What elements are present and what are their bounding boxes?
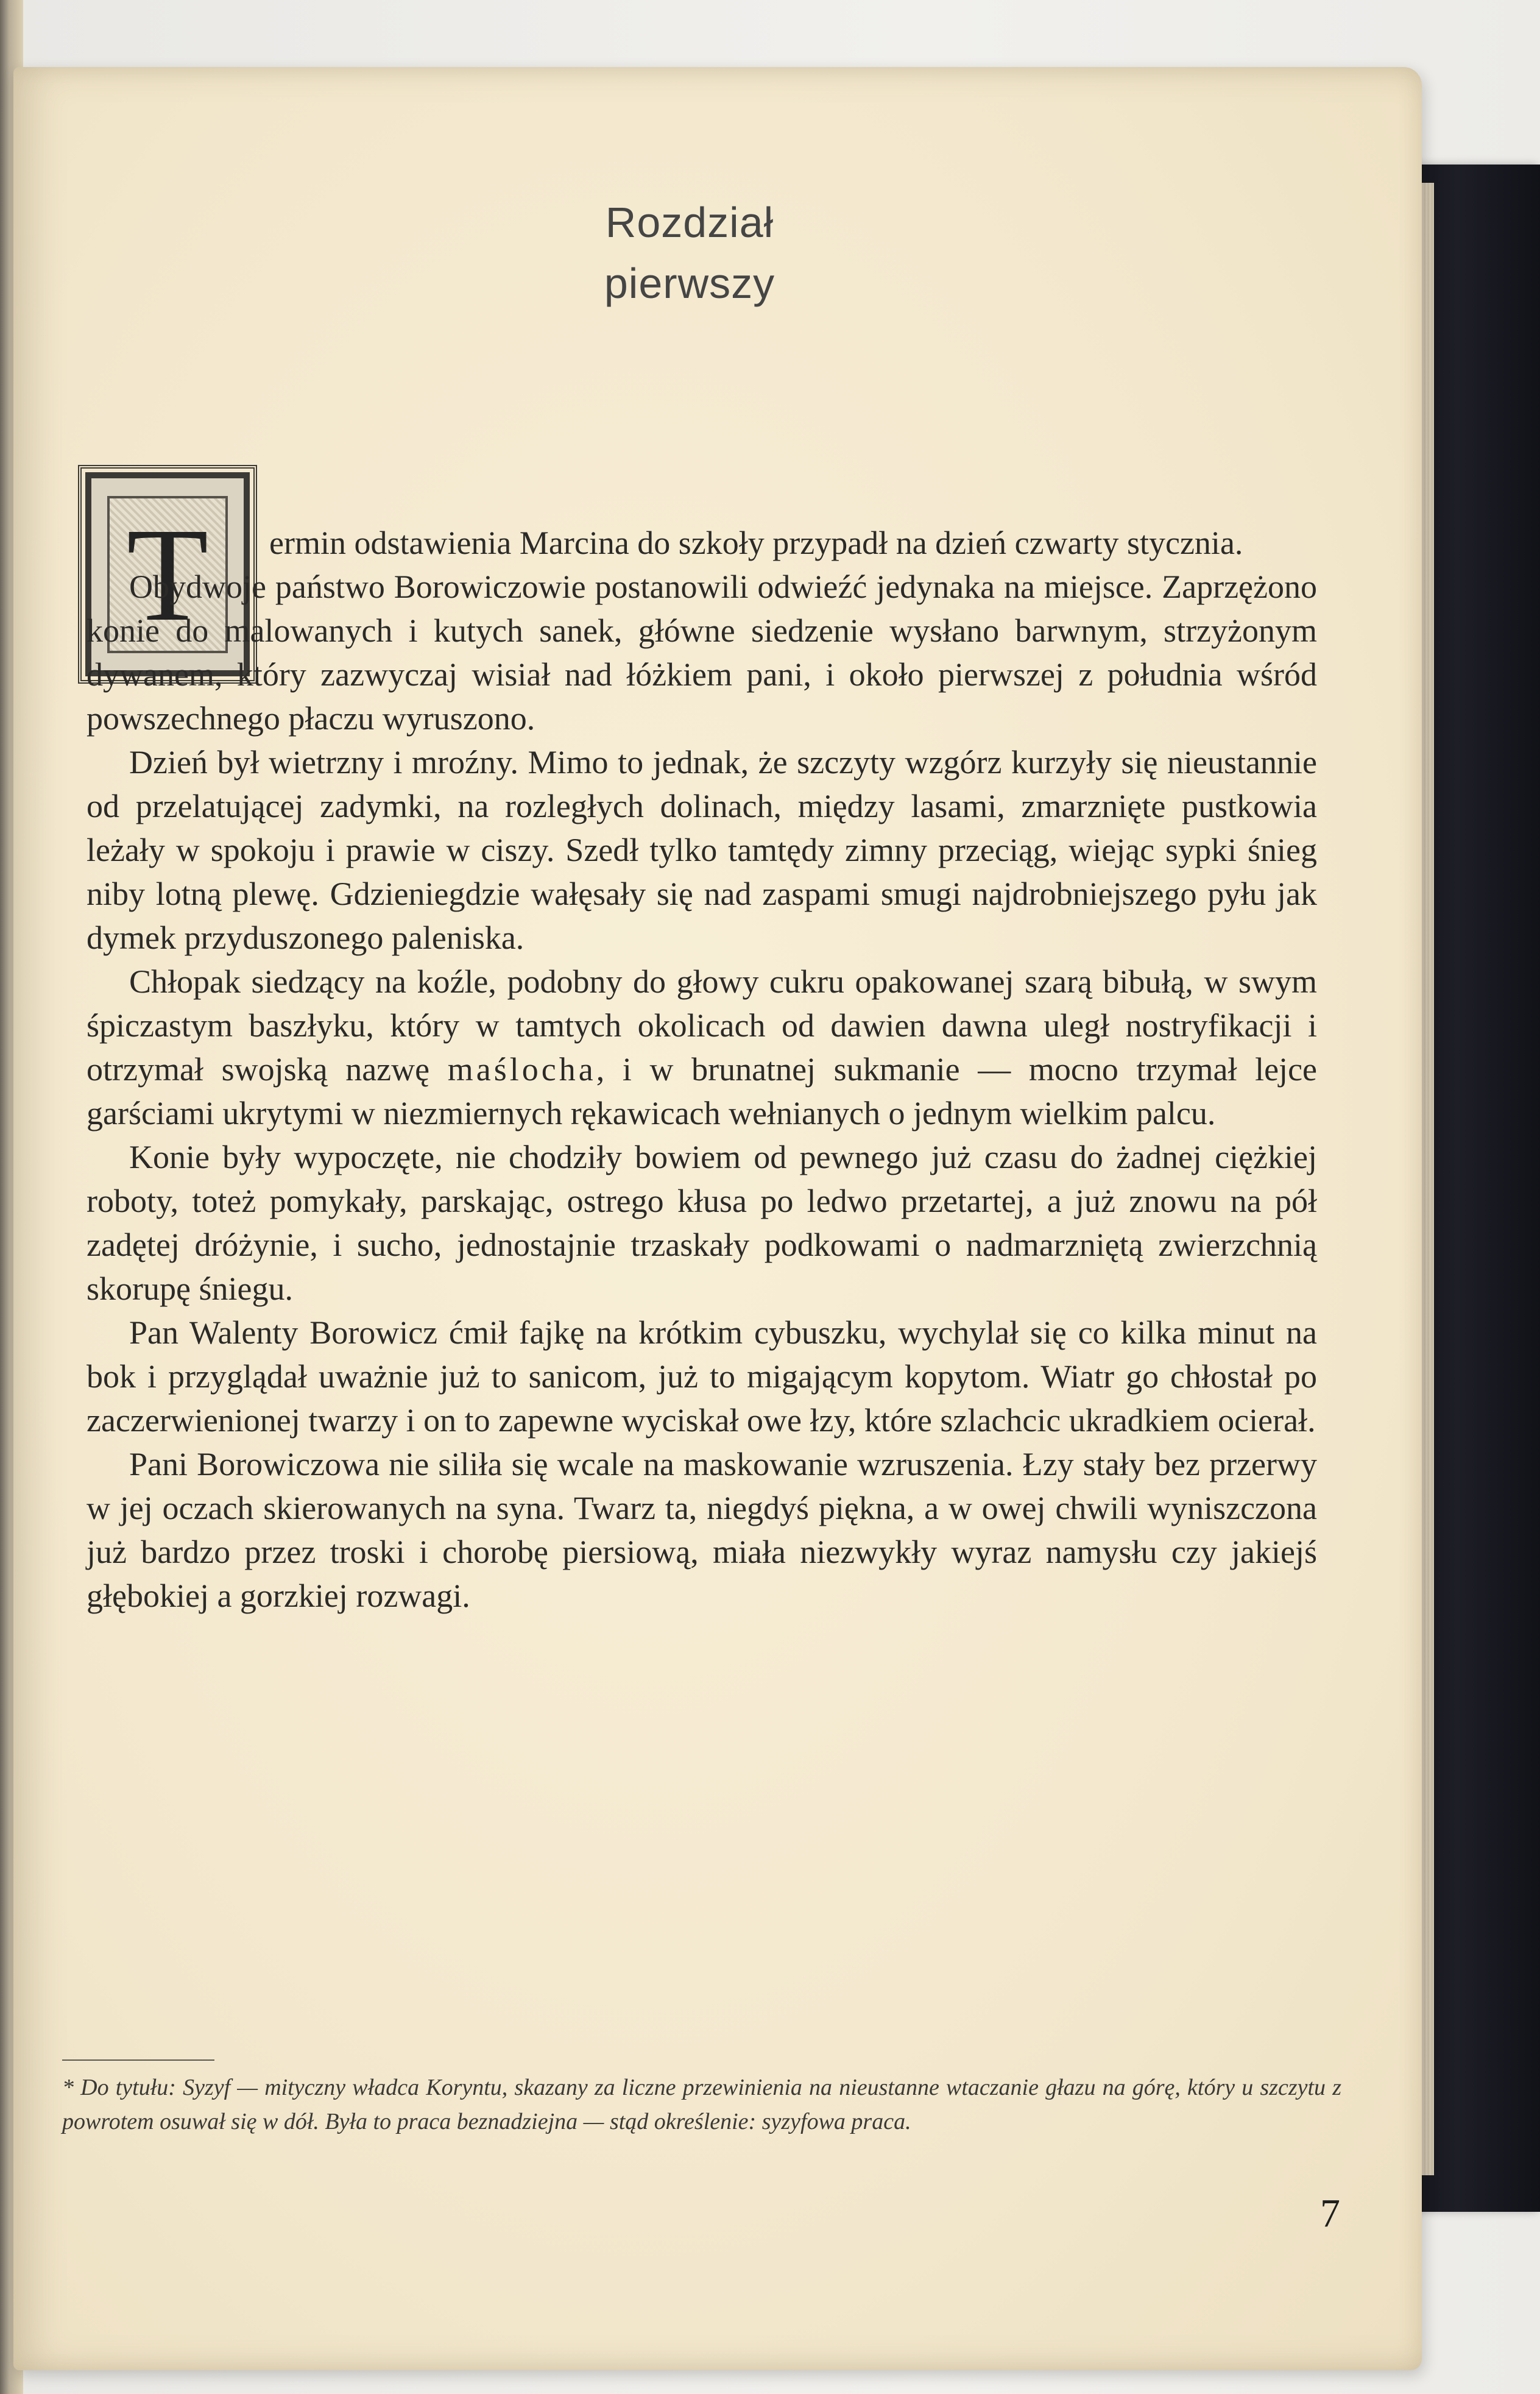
paragraph-4-emphasis: maślocha: [447, 1051, 596, 1088]
page-number: 7: [1320, 2191, 1340, 2236]
paragraph-4-before: Chłopak siedzący na koźle, podobny do głowy cukru opakowanej szarą bibułą, w swym śpiczastym baszłyku, który w tamtych okolicach od dawien dawna uległ nostryfikacji i otrzymał swojską nazwę: [87, 963, 1317, 1088]
footnote-divider: [62, 2059, 214, 2061]
drop-cap-letter: T: [107, 496, 228, 653]
chapter-title-line-2: pierwszy: [604, 260, 775, 307]
chapter-title-line-1: Rozdział: [605, 199, 774, 246]
book-page: [13, 67, 1422, 2370]
paragraph-4: [87, 960, 1317, 1135]
body-text: [87, 521, 1317, 1618]
chapter-title: [440, 192, 939, 314]
paragraph-6: Pan Walenty Borowicz ćmił fajkę na krótkim cybuszku, wychylał się co kilka minut na bok i przyglądał uważnie już to sanicom, już to migającym kopytom. Wiatr go chłostał po zaczerwienionej twarzy i on to zapewne wyciskał owe łzy, które szlachcic ukradkiem ocierał.: [87, 1314, 1317, 1439]
paragraph-2: Obydwoje państwo Borowiczowie postanowili odwieźć jedynaka na miejsce. Zaprzężono konie do malowanych i kutych sanek, główne siedzenie wysłano barwnym, strzyżonym dywanem, który zazwyczaj wisiał nad łóżkiem pani, i około pierwszej z południa wśród powszechnego płaczu wyruszono.: [87, 568, 1317, 737]
paragraph-3: Dzień był wietrzny i mroźny. Mimo to jednak, że szczyty wzgórz kurzyły się nieustannie od przelatującej zadymki, na rozległych dolinach, między lasami, zmarznięte pustkowia leżały w spokoju i prawie w ciszy. Szedł tylko tamtędy zimny przeciąg, wiejąc sypki śnieg niby lotną plewę. Gdzieniegdzie wałęsały się nad zaspami smugi najdrobniejszego pyłu jak dymek przyduszonego paleniska.: [87, 744, 1317, 956]
paragraph-1: ermin odstawienia Marcina do szkoły przypadł na dzień czwarty stycznia.: [269, 525, 1243, 561]
paragraph-5: Konie były wypoczęte, nie chodziły bowiem od pewnego już czasu do żadnej ciężkiej roboty, toteż pomykały, parskając, ostrego kłusa po ledwo przetartej, a już znowu na pół zadętej dróżynie, i sucho, jednostajnie trzaskały podkowami o nadmarzniętą zwierzchnią skorupę śniegu.: [87, 1139, 1317, 1307]
paragraph-4-after: , i w brunatnej sukmanie — mocno trzymał lejce garściami ukrytymi w niezmiernych rękawicach wełnianych o jednym wielkim palcu.: [87, 1051, 1317, 1131]
paragraph-7: Pani Borowiczowa nie siliła się wcale na maskowanie wzruszenia. Łzy stały bez przerwy w jej oczach skierowanych na syna. Twarz ta, niegdyś piękna, a w owej chwili wyniszczona już bardzo przez troski i chorobę piersiową, miała niezwykły wyraz namysłu czy jakiejś głębokiej a gorzkiej rozwagi.: [87, 1446, 1317, 1614]
footnote: * Do tytułu: Syzyf — mityczny władca Koryntu, skazany za liczne przewinienia na nieustanne wtaczanie głazu na górę, który u szczytu z powrotem osuwał się w dół. Była to praca beznadziejna — stąd określenie: syzyfowa praca.: [62, 2075, 1341, 2134]
